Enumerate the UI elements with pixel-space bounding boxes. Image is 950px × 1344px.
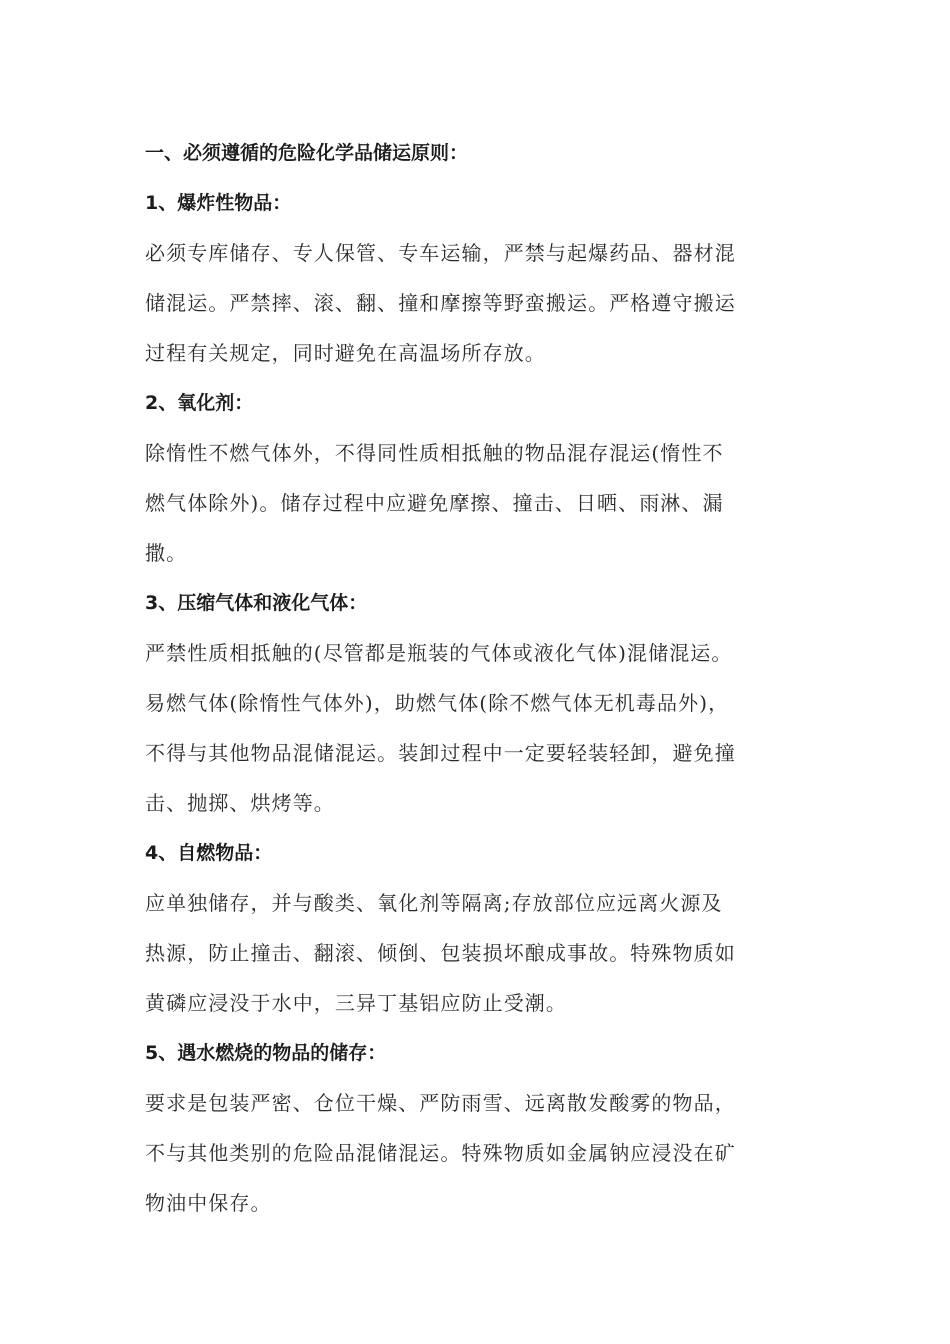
section-2-line-1: 除惰性不燃气体外，不得同性质相抵触的物品混存混运(惰性不 [145, 441, 724, 465]
section-1-line-2: 储混运。严禁摔、滚、翻、撞和摩擦等野蛮搬运。严格遵守搬运 [145, 291, 736, 315]
section-5-line-2: 不与其他类别的危险品混储混运。特殊物质如金属钠应浸没在矿 [145, 1141, 736, 1165]
section-1-line-1: 必须专库储存、专人保管、专车运输，严禁与起爆药品、器材混 [145, 241, 736, 265]
section-4-line-1: 应单独储存，并与酸类、氧化剂等隔离;存放部位应远离火源及 [145, 891, 723, 915]
section-4-line-3: 黄磷应浸没于水中，三异丁基铝应防止受潮。 [145, 991, 567, 1015]
section-3-line-2: 易燃气体(除惰性气体外)，助燃气体(除不燃气体无机毒品外)， [145, 691, 730, 715]
section-5-line-1: 要求是包装严密、仓位干燥、严防雨雪、远离散发酸雾的物品， [145, 1091, 736, 1115]
section-3-line-3: 不得与其他物品混储混运。装卸过程中一定要轻装轻卸，避免撞 [145, 741, 736, 765]
document-content [145, 128, 810, 1228]
section-3-line-1: 严禁性质相抵触的(尽管都是瓶装的气体或液化气体)混储混运。 [145, 641, 733, 665]
section-2-line-2: 燃气体除外)。储存过程中应避免摩擦、撞击、日晒、雨淋、漏 [145, 491, 724, 515]
section-5-heading: 5、遇水燃烧的物品的储存： [145, 1042, 387, 1064]
section-3-line-4: 击、抛掷、烘烤等。 [145, 791, 335, 815]
section-3-heading: 3、压缩气体和液化气体： [145, 592, 368, 614]
section-2-line-3: 撒。 [145, 541, 188, 565]
section-4-heading: 4、自燃物品： [145, 842, 273, 864]
main-heading: 一、必须遵循的危险化学品储运原则： [145, 142, 469, 164]
section-4-line-2: 热源，防止撞击、翻滚、倾倒、包装损坏酿成事故。特殊物质如 [145, 941, 736, 965]
section-1-heading: 1、爆炸性物品： [145, 192, 292, 214]
section-5-line-3: 物油中保存。 [145, 1191, 272, 1215]
section-1-line-3: 过程有关规定，同时避免在高温场所存放。 [145, 341, 546, 365]
section-2-heading: 2、氧化剂： [145, 392, 254, 414]
